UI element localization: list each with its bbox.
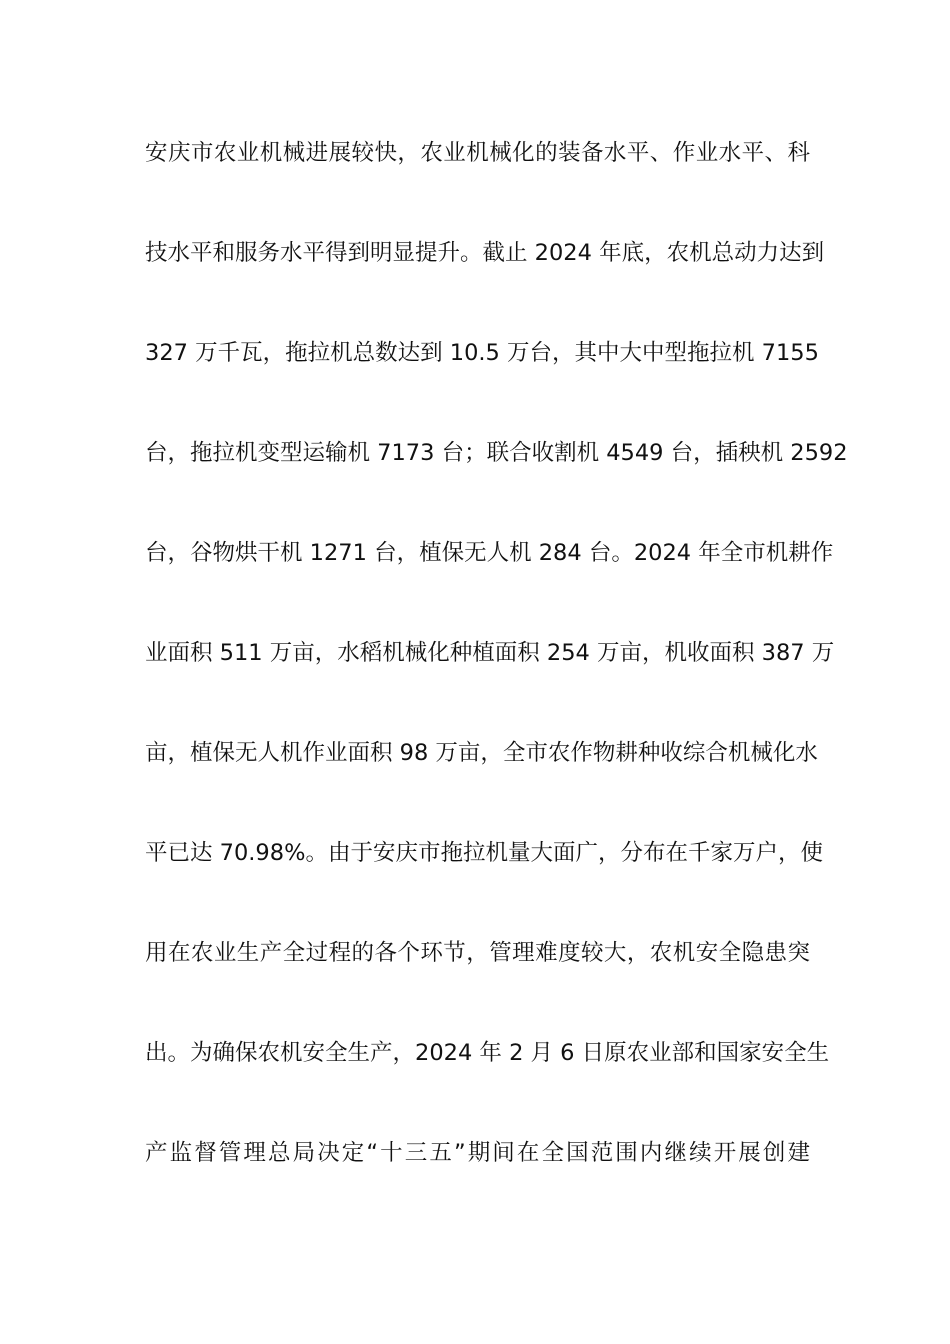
text-line: 安庆市农业机械进展较快，农业机械化的装备水平、作业水平、科 [145, 140, 810, 166]
text-line: 产监督管理总局决定“十三五”期间在全国范围内继续开展创建 [145, 1140, 810, 1166]
text-line: 业面积 511 万亩，水稻机械化种植面积 254 万亩，机收面积 387 万 [145, 640, 835, 666]
text-line: 亩，植保无人机作业面积 98 万亩，全市农作物耕种收综合机械化水 [145, 740, 818, 766]
body-paragraph [145, 128, 848, 1228]
text-line: 技水平和服务水平得到明显提升。截止 2024 年底，农机总动力达到 [145, 240, 825, 266]
text-line: 用在农业生产全过程的各个环节，管理难度较大，农机安全隐患突 [145, 940, 810, 966]
text-line: 平已达 70.98%。由于安庆市拖拉机量大面广，分布在千家万户，使 [145, 840, 823, 866]
text-line: 台，谷物烘干机 1271 台，植保无人机 284 台。2024 年全市机耕作 [145, 540, 834, 566]
text-line: 327 万千瓦，拖拉机总数达到 10.5 万台，其中大中型拖拉机 7155 [145, 340, 819, 366]
text-line: 出。为确保农机安全生产，2024 年 2 月 6 日原农业部和国家安全生 [145, 1040, 830, 1066]
text-line: 台，拖拉机变型运输机 7173 台；联合收割机 4549 台，插秧机 2592 [145, 440, 848, 466]
